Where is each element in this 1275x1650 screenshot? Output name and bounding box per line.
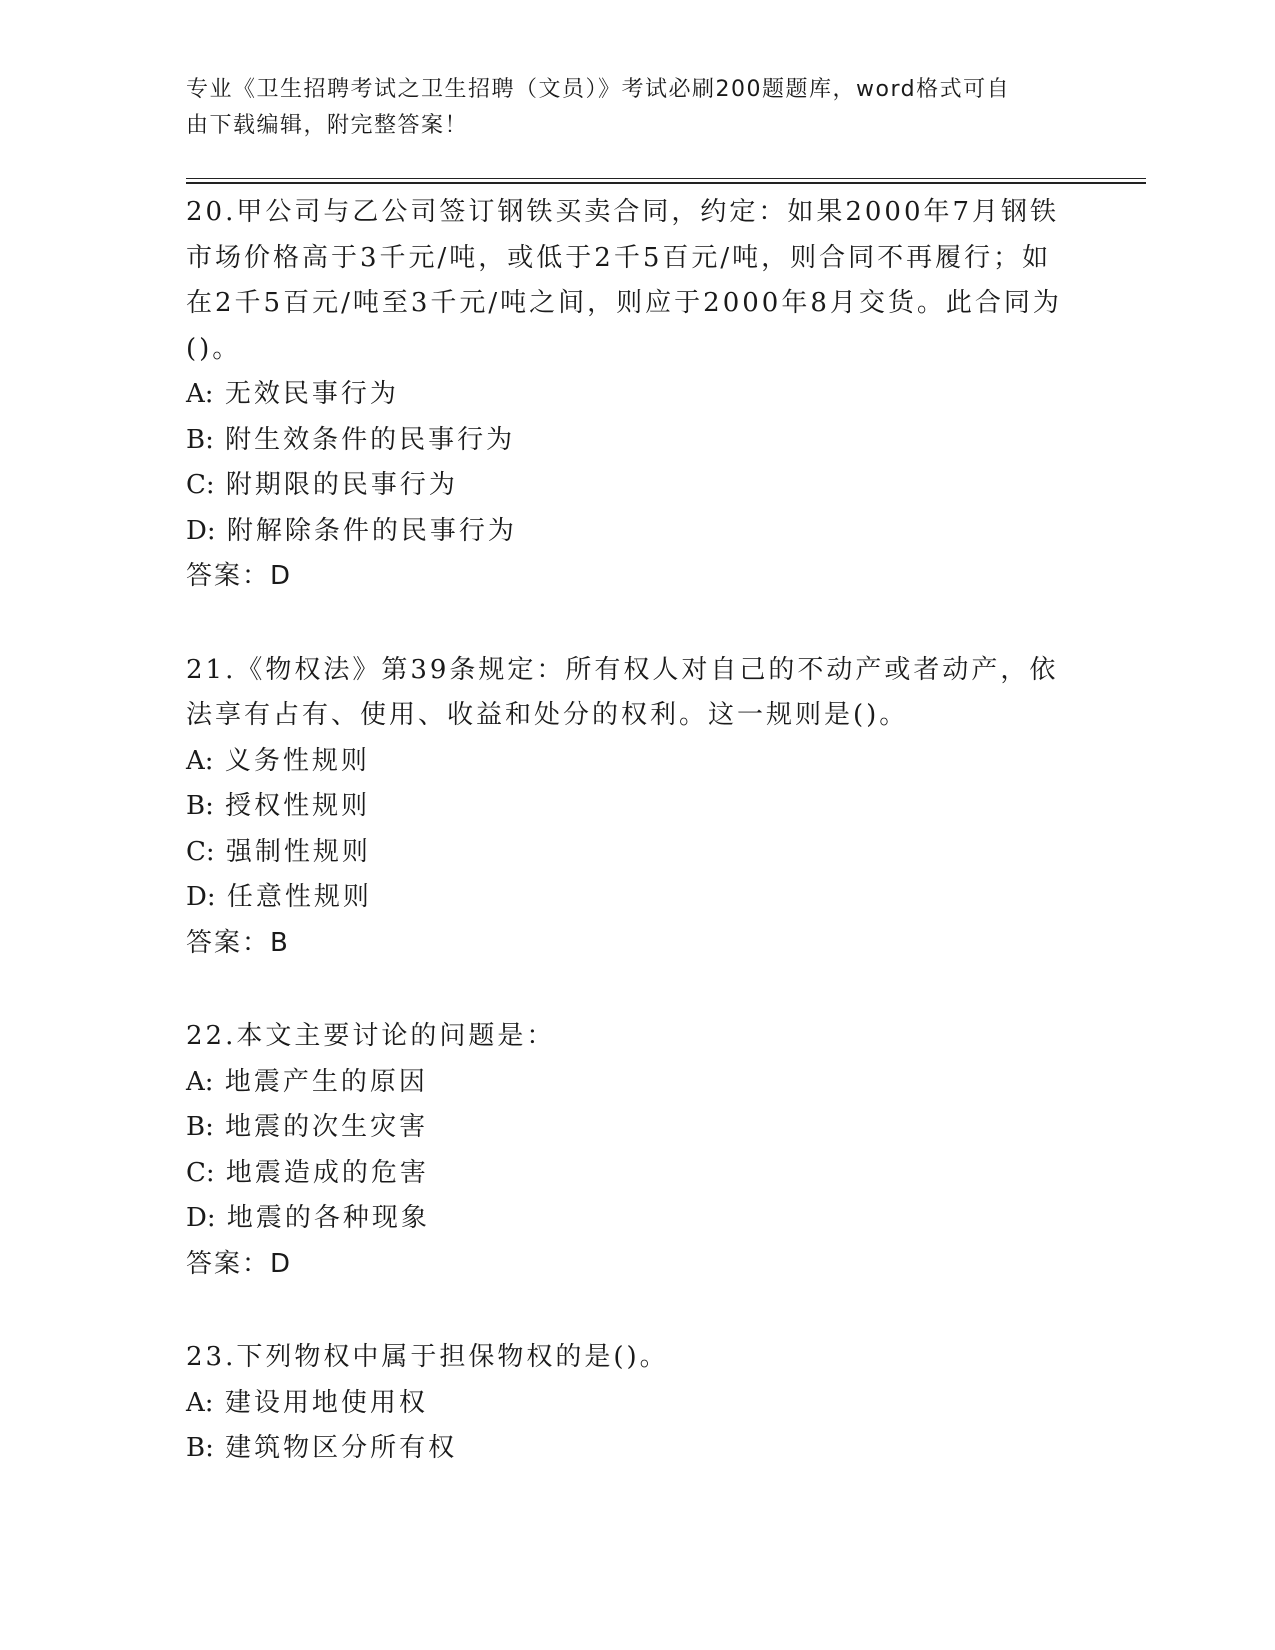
header-divider-thin [186,178,1146,179]
option-d: D: 地震的各种现象 [186,1203,430,1233]
question-23 [186,1335,1066,1472]
option-a: A: 义务性规则 [186,745,370,776]
option-a: A: 建设用地使用权 [186,1387,428,1418]
question-stem: 22.本文主要讨论的问题是： [186,1021,556,1051]
question-stem: 21.《物权法》第39条规定：所有权人对自己的不动产或者动产，依法享有占有、使用、收益和处分的权利。这一规则是()。 [186,654,1059,730]
question-22 [186,1014,1066,1287]
option-b: B: 附生效条件的民事行为 [186,424,516,455]
question-stem: 20.甲公司与乙公司签订钢铁买卖合同，约定：如果2000年7月钢铁市场价格高于3千元/吨，或低于2千5百元/吨，则合同不再履行；如在2千5百元/吨至3千元/吨之间，则应于2000年8月交货。此合同为()。 [186,197,1062,364]
header-line-2: 由下载编辑，附完整答案！ [186,113,469,138]
answer-line: 答案：D [186,1248,293,1279]
option-b: B: 建筑物区分所有权 [186,1433,458,1463]
option-d: D: 任意性规则 [186,882,372,912]
header-line-1: 专业《卫生招聘考试之卫生招聘（文员）》考试必刷200题题库，word格式可自 [186,77,1011,102]
option-b: B: 授权性规则 [186,791,371,821]
question-21 [186,648,1066,967]
option-a: A: 地震产生的原因 [186,1066,428,1097]
answer-line: 答案：B [186,927,290,958]
question-stem: 23.下列物权中属于担保物权的是()。 [186,1342,669,1372]
option-a: A: 无效民事行为 [186,379,399,409]
option-c: C: 附期限的民事行为 [186,470,458,500]
document-header [186,72,1066,144]
answer-line: 答案：D [186,561,293,591]
option-d: D: 附解除条件的民事行为 [186,515,517,546]
question-list [186,190,1066,1520]
header-divider-thick [186,182,1146,184]
option-c: C: 强制性规则 [186,836,371,867]
option-b: B: 地震的次生灾害 [186,1112,429,1142]
option-c: C: 地震造成的危害 [186,1157,429,1188]
question-20 [186,190,1066,600]
